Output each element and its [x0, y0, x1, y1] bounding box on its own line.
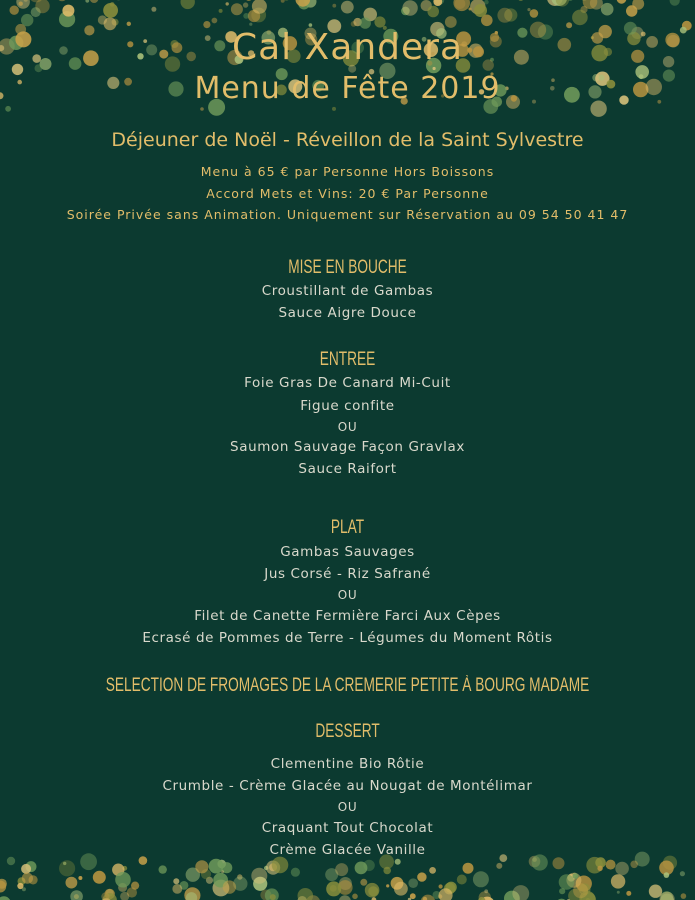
menu-item: Clementine Bio Rôtie — [270, 756, 425, 772]
menu-item: Crème Glacée Vanille — [269, 842, 426, 858]
restaurant-name: Cal Xandera — [231, 27, 464, 68]
reservation-line: Soirée Privée sans Animation. Uniquement sur Réservation au 09 54 50 41 47 — [66, 207, 629, 222]
or-separator: OU — [337, 588, 358, 602]
or-separator: OU — [337, 800, 358, 814]
menu-title: Menu de Fête 2019 — [194, 71, 501, 106]
menu-item: Saumon Sauvage Façon Gravlax — [230, 439, 465, 455]
menu-subtitle: Déjeuner de Noël - Réveillon de la Saint Sylvestre — [111, 129, 584, 151]
menu-item: Figue confite — [300, 398, 395, 414]
menu-item: Filet de Canette Fermière Farci Aux Cèpes — [194, 608, 501, 624]
section-title-fromages: SELECTION DE FROMAGES DE LA CREMERIE PETITE À BOURG MADAME — [105, 675, 590, 696]
section-title-entree: ENTREE — [319, 349, 376, 370]
menu-item: Sauce Aigre Douce — [278, 305, 417, 321]
menu-item: Craquant Tout Chocolat — [261, 820, 434, 836]
menu-item: Gambas Sauvages — [280, 544, 415, 560]
menu-item: Ecrasé de Pommes de Terre - Légumes du Moment Rôtis — [142, 630, 553, 646]
menu-item: Foie Gras De Canard Mi-Cuit — [244, 375, 451, 391]
price-line: Menu à 65 € par Personne Hors Boissons — [200, 164, 495, 179]
wine-pairing-line: Accord Mets et Vins: 20 € Par Personne — [206, 186, 489, 201]
menu-item: Crumble - Crème Glacée au Nougat de Montélimar — [162, 778, 533, 794]
section-title-dessert: DESSERT — [315, 721, 380, 742]
section-title-plat: PLAT — [330, 517, 365, 538]
or-separator: OU — [337, 420, 358, 434]
section-title-mise-en-bouche: MISE EN BOUCHE — [288, 257, 407, 278]
menu-item: Jus Corsé - Riz Safrané — [264, 566, 431, 582]
menu-item: Croustillant de Gambas — [261, 283, 434, 299]
menu-item: Sauce Raifort — [298, 461, 397, 477]
